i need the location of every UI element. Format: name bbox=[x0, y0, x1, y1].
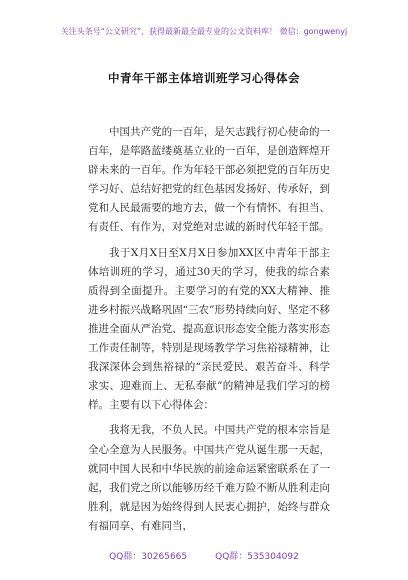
footer-qq-group-2: QQ群：535304092 bbox=[215, 552, 299, 562]
document-body bbox=[88, 123, 330, 542]
paragraph-1: 中国共产党的一百年，是矢志践行初心使命的一百年，是筚路蓝缕奠基立业的一百年，是创造辉煌开辟未来的一百年。作为年轻干部必须把党的百年历史学习好、总结好把党的红色基因发扬好、传承好，到党和人民最需要的地方去，做一个有情怀、有担当、有责任、有作为，对党绝对忠诚的新时代年轻干部。 bbox=[88, 126, 330, 234]
paragraph-3: 我将无我，不负人民。中国共产党的根本宗旨是全心全意为人民服务。中国共产党从诞生那一天起，就同中国人民和中华民族的前途命运紧密联系在了一起，我们党之所以能够历经千难万险不断从胜利走向胜利，就是因为始终得到人民衷心拥护，始终与群众有福同享、有难同当， bbox=[88, 424, 330, 532]
header-banner: 关注头条号“公文研究”，获得最新最全最专业的公文资料库！ 微信：gongwenyj bbox=[60, 27, 348, 36]
footer bbox=[0, 549, 408, 562]
footer-qq-group-1: QQ群：30265665 bbox=[109, 552, 188, 562]
document-title: 中青年干部主体培训班学习心得体会 bbox=[108, 71, 300, 85]
paragraph-2: 我于X月X日至X月X日参加XX区中青年干部主体培训班的学习，通过30天的学习，使我的综合素质得到全面提升。主要学习的有党的XX大精神、推进乡村振兴战略巩固“三农”形势持续向好、坚定不移推进全面从严治党、提高意识形态安全能力落实形态工作责任制等，特别是现场教学学习焦裕禄精神，让我深深体会到焦裕禄的“亲民爱民、艰苦奋斗、科学求实、迎难而上、无私奉献”的精神是我们学习的榜样。主要有以下心得体会： bbox=[88, 246, 330, 412]
